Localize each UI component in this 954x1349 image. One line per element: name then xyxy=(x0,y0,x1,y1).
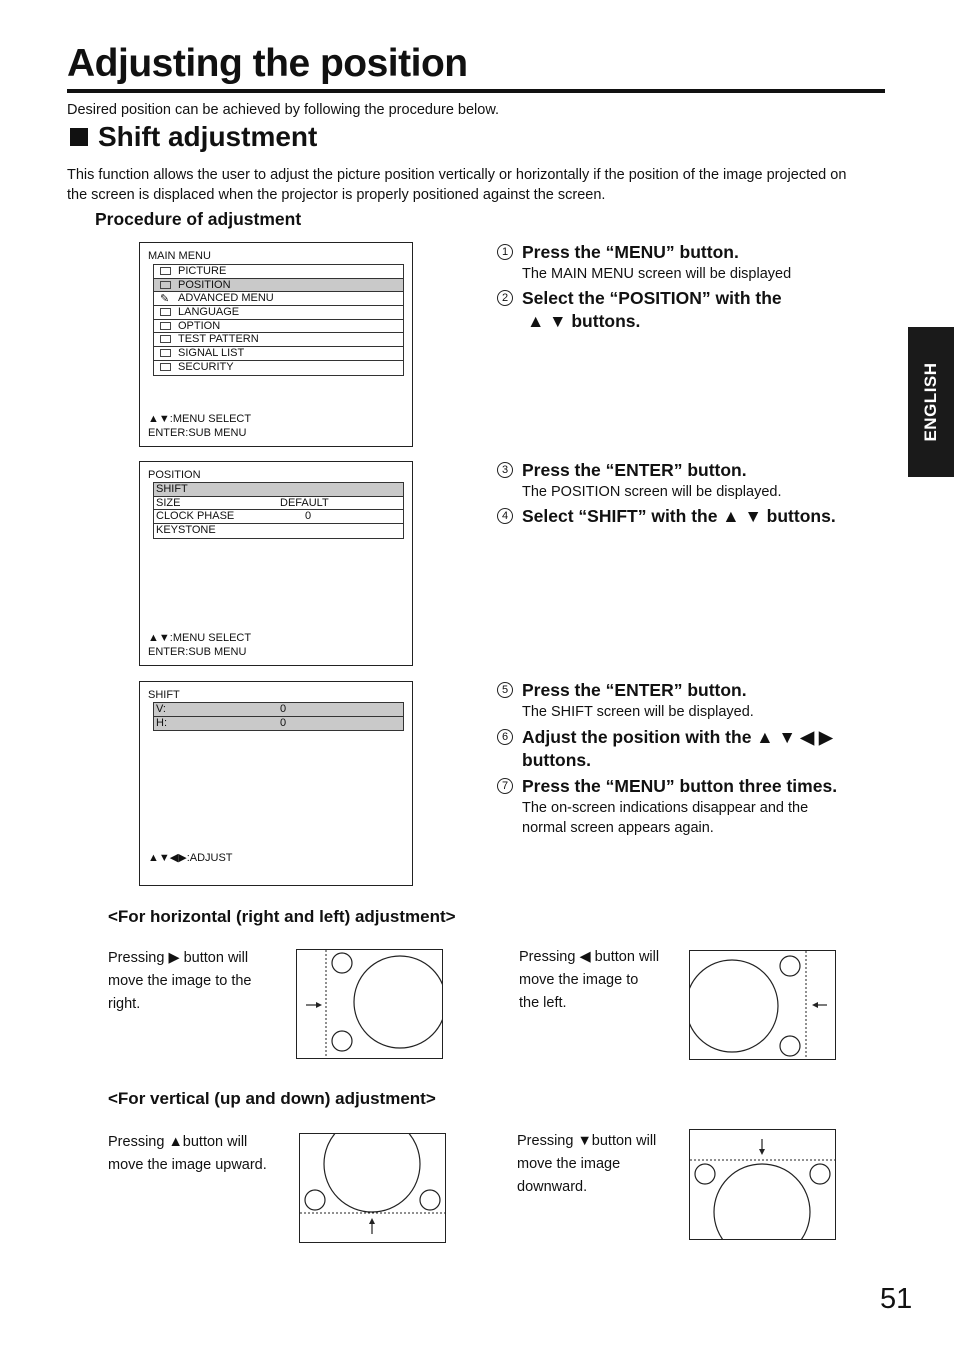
caption-right: Pressing ▶ button will move the image to the right. xyxy=(108,950,252,1012)
menu-item-picture[interactable]: PICTURE xyxy=(154,265,403,279)
shift-menu-screen xyxy=(139,681,413,886)
security-icon xyxy=(160,363,171,371)
menu-item-keystone[interactable]: KEYSTONE xyxy=(156,524,216,537)
language-tab-label: ENGLISH xyxy=(921,362,940,442)
menu-item-clock-phase[interactable]: CLOCK PHASE 0 xyxy=(154,510,403,524)
corner-circle xyxy=(810,1164,830,1184)
language-icon xyxy=(160,308,171,316)
corner-circle xyxy=(332,953,352,973)
step-2: 2 Select the “POSITION” with the ▲ ▼ buttons. xyxy=(497,287,782,333)
section-title-text: Shift adjustment xyxy=(98,121,318,152)
step-number: 3 xyxy=(497,462,513,478)
size-value: DEFAULT xyxy=(280,496,329,509)
caption-up: Pressing ▲button will move the image upward. xyxy=(108,1134,267,1173)
corner-circle xyxy=(780,956,800,976)
section-description: This function allows the user to adjust the picture position vertically or horizontally if the position of the image projected on the screen is displaced when the projector is properly positioned against the screen. xyxy=(67,167,847,203)
diagram-shift-left xyxy=(689,950,836,1060)
center-circle xyxy=(714,1164,810,1239)
step-7: 7 Press the “MENU” button three times. The on-screen indications disappear and the normal screen appears again. xyxy=(497,775,837,838)
menu-item-position[interactable]: POSITION xyxy=(154,279,403,293)
position-icon xyxy=(160,281,171,289)
caption-down: Pressing ▼button will move the image downward. xyxy=(517,1133,657,1195)
vertical-heading: <For vertical (up and down) adjustment> xyxy=(108,1089,436,1108)
picture-icon xyxy=(160,267,171,275)
intro-text: Desired position can be achieved by following the procedure below. xyxy=(67,102,500,118)
corner-circle xyxy=(695,1164,715,1184)
step-number: 4 xyxy=(497,508,513,524)
step-6: 6 Adjust the position with the ▲ ▼ ◀ ▶ buttons. xyxy=(497,726,832,772)
diagram-shift-right xyxy=(296,949,443,1059)
language-tab xyxy=(908,327,954,477)
menu-item-advanced-menu[interactable]: ✎ ADVANCED MENU xyxy=(154,292,403,306)
caption-left: Pressing ◀ button will move the image to the left. xyxy=(519,949,660,1011)
step-number: 7 xyxy=(497,778,513,794)
main-menu-screen xyxy=(139,242,413,447)
square-bullet-icon xyxy=(70,128,88,146)
section-title xyxy=(70,121,317,153)
step-1: 1 Press the “MENU” button. The MAIN MENU screen will be displayed xyxy=(497,241,791,284)
main-menu-footer: ▲▼:MENU SELECT ENTER:SUB MENU xyxy=(148,413,252,439)
up-arrow-head-icon xyxy=(369,1218,375,1224)
page-title: Adjusting the position xyxy=(67,42,468,85)
menu-item-security[interactable]: SECURITY xyxy=(154,361,403,375)
position-menu-title: POSITION xyxy=(148,469,201,481)
shift-menu-footer: ▲▼◀▶:ADJUST xyxy=(148,852,233,864)
right-arrow-head-icon xyxy=(316,1002,322,1008)
menu-item-language[interactable]: LANGUAGE xyxy=(154,306,403,320)
position-menu-list xyxy=(153,482,404,539)
menu-item-shift-h[interactable]: H: 0 xyxy=(154,717,403,731)
center-circle xyxy=(690,960,778,1052)
step-number: 2 xyxy=(497,290,513,306)
menu-item-size[interactable]: SIZE DEFAULT xyxy=(154,497,403,511)
menu-item-shift-v[interactable]: V: 0 xyxy=(154,703,403,717)
corner-circle xyxy=(305,1190,325,1210)
procedure-heading: Procedure of adjustment xyxy=(95,209,302,229)
main-menu-list xyxy=(153,264,404,376)
corner-circle xyxy=(780,1036,800,1056)
menu-item-test-pattern[interactable]: TEST PATTERN xyxy=(154,333,403,347)
menu-item-option[interactable]: OPTION xyxy=(154,320,403,334)
center-circle xyxy=(354,956,442,1048)
position-menu-screen xyxy=(139,461,413,666)
left-arrow-head-icon xyxy=(812,1002,818,1008)
main-menu-title: MAIN MENU xyxy=(148,250,211,262)
corner-circle xyxy=(420,1190,440,1210)
step-number: 5 xyxy=(497,682,513,698)
step-3: 3 Press the “ENTER” button. The POSITION screen will be displayed. xyxy=(497,459,782,502)
position-menu-footer: ▲▼:MENU SELECT ENTER:SUB MENU xyxy=(148,632,252,658)
center-circle xyxy=(324,1134,420,1212)
signal-list-icon xyxy=(160,349,171,357)
step-5: 5 Press the “ENTER” button. The SHIFT screen will be displayed. xyxy=(497,679,754,722)
down-arrow-head-icon xyxy=(759,1149,765,1155)
diagram-shift-up xyxy=(299,1133,446,1243)
shift-h-value: 0 xyxy=(280,716,287,729)
step-4: 4 Select “SHIFT” with the ▲ ▼ buttons. xyxy=(497,505,836,528)
clock-phase-value: 0 xyxy=(305,510,312,523)
diagram-shift-down xyxy=(689,1129,836,1240)
step-number: 6 xyxy=(497,729,513,745)
page-number: 51 xyxy=(880,1283,913,1315)
menu-item-shift[interactable]: SHIFT xyxy=(154,483,403,497)
corner-circle xyxy=(332,1031,352,1051)
option-icon xyxy=(160,322,171,330)
advanced-menu-icon: ✎ xyxy=(160,293,170,306)
shift-menu-list xyxy=(153,702,404,731)
test-pattern-icon xyxy=(160,335,171,343)
step-number: 1 xyxy=(497,244,513,260)
shift-v-value: 0 xyxy=(280,703,287,715)
shift-menu-title: SHIFT xyxy=(148,689,180,701)
title-rule xyxy=(67,89,885,93)
horizontal-heading: <For horizontal (right and left) adjustment> xyxy=(108,907,456,926)
menu-item-signal-list[interactable]: SIGNAL LIST xyxy=(154,347,403,361)
